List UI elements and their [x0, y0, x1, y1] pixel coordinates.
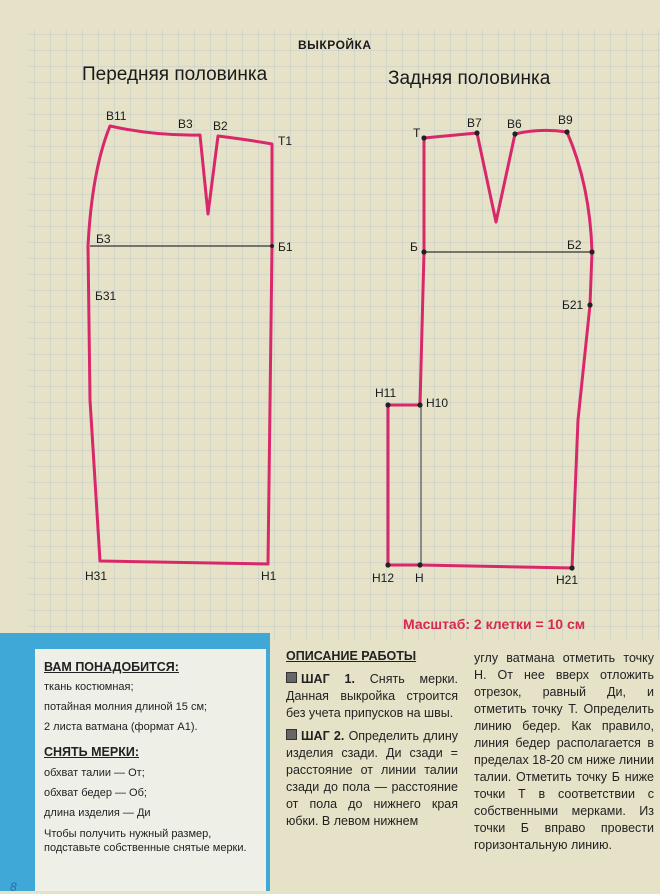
front-half-title: Передняя половинка: [82, 64, 268, 85]
scale-note: Масштаб: 2 клетки = 10 см: [403, 616, 586, 632]
page-number: 8: [10, 880, 17, 894]
point-b6: В6: [507, 117, 522, 131]
work-column-2: углу ватмана отметить точку Н. От нее вверх отложить отрезок, равный Ди, и отметить точку Т. Определить линию бедер. Как правило, линия бедер располагается в пределах 18-20 см ниже линии талии. Отметить точку Б ниже точки Т в соответствии с собственными мерками. Из точки Б вправо провести горизонтальную линию.: [474, 651, 654, 852]
point-n10: Н10: [426, 396, 449, 410]
point-bedr2: Б2: [567, 238, 582, 252]
step-1: [286, 671, 458, 722]
point-bedr1: Б1: [278, 240, 293, 254]
needs-item: ткань костюмная;: [44, 681, 134, 693]
measure-item: обхват талии — От;: [44, 767, 145, 779]
point-b7: В7: [467, 116, 482, 130]
point-n11: Н11: [375, 386, 397, 400]
point-b11: В11: [106, 109, 127, 123]
point-n12: Н12: [372, 571, 395, 585]
point-b3: В3: [178, 117, 193, 131]
step-square-icon: [286, 729, 297, 740]
pattern-title: ВЫКРОЙКА: [298, 38, 372, 52]
needs-item: 2 листа ватмана (формат А1).: [44, 721, 198, 733]
measure-note: Чтобы получить нужный размер, подставьте собственные снятые мерки.: [44, 828, 247, 854]
step-1-text: Снять мерки. Данная выкройка строится без учета припусков на швы.: [286, 672, 458, 720]
step-2-text: Определить длину изделия сзади. Ди сзади = расстояние от линии талии сзади до пола — расстояние от пола до нижнего края юбки. В левом нижнем: [286, 729, 458, 828]
measure-title: СНЯТЬ МЕРКИ:: [44, 745, 139, 759]
point-bedr: Б: [410, 240, 418, 254]
needs-item: потайная молния длиной 15 см;: [44, 701, 208, 713]
point-bedr21: Б21: [562, 298, 584, 312]
point-b9: В9: [558, 113, 573, 127]
point-n31: Н31: [85, 569, 108, 583]
needs-title: ВАМ ПОНАДОБИТСЯ:: [44, 660, 179, 674]
point-bedr3: Б3: [96, 232, 111, 246]
measure-item: обхват бедер — Об;: [44, 787, 147, 799]
point-n21: Н21: [556, 573, 579, 587]
point-b2: В2: [213, 119, 228, 133]
point-bedr31: Б31: [95, 289, 117, 303]
step-2-label: ШАГ 2.: [301, 729, 345, 743]
step-2: [286, 728, 458, 830]
back-half-title: Задняя половинка: [388, 68, 551, 89]
point-n: Н: [415, 571, 424, 585]
work-column-1: [286, 648, 458, 830]
point-t: Т: [413, 126, 421, 140]
work-title: ОПИСАНИЕ РАБОТЫ: [286, 649, 417, 663]
point-n1: Н1: [261, 569, 277, 583]
point-t1: Т1: [278, 134, 293, 148]
step-1-label: ШАГ 1.: [301, 672, 355, 686]
measure-item: длина изделия — Ди: [44, 807, 151, 819]
step-square-icon: [286, 672, 297, 683]
